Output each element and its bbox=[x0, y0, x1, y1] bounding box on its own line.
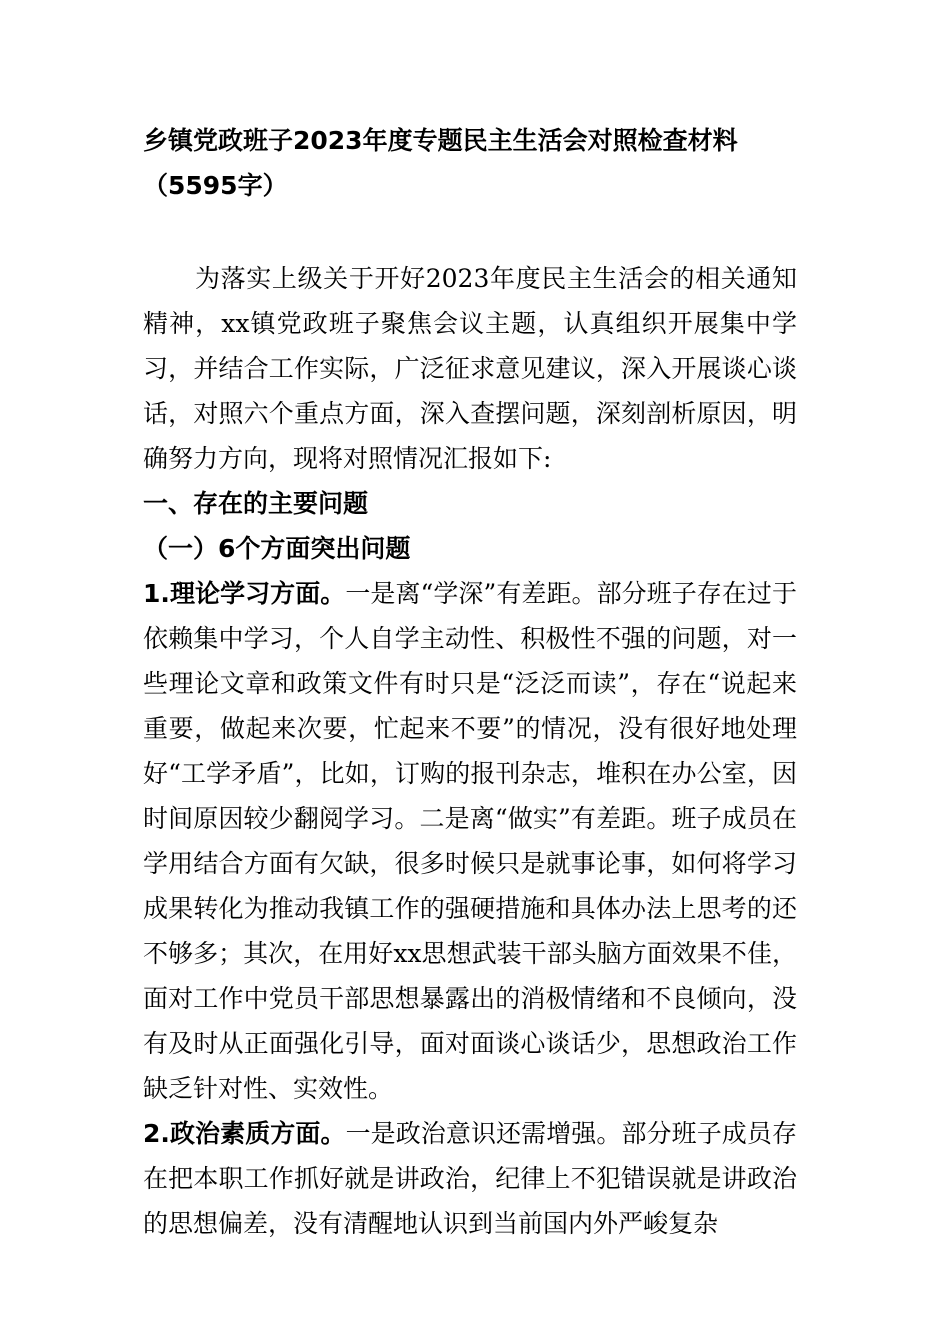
item-theory-study bbox=[143, 571, 797, 1111]
item-political-quality bbox=[143, 1111, 797, 1246]
document-title-main: 乡镇党政班子2023年度专题民主生活会对照检查材料 bbox=[143, 126, 738, 155]
document-title bbox=[143, 118, 797, 208]
item-theory-study-lead: 1.理论学习方面。 bbox=[143, 579, 346, 608]
document-page bbox=[143, 118, 797, 1246]
subsection-heading-six-aspects: （一）6个方面突出问题 bbox=[143, 534, 411, 563]
section-heading-main-problems: 一、存在的主要问题 bbox=[143, 489, 369, 518]
item-political-quality-body: 一是政治意识还需增强。部分班子成员存在把本职工作抓好就是讲政治，纪律上不犯错误就是讲政治的思想偏差，没有清醒地认识到当前国内外严峻复杂 bbox=[143, 1119, 797, 1238]
item-theory-study-body: 一是离“学深”有差距。部分班子存在过于依赖集中学习，个人自学主动性、积极性不强的问题，对一些理论文章和政策文件有时只是“泛泛而读”，存在“说起来重要，做起来次要，忙起来不要”的情况，没有很好地处理好“工学矛盾”，比如，订购的报刊杂志，堆积在办公室，因时间原因较少翻阅学习。二是离“做实”有差距。班子成员在学用结合方面有欠缺，很多时候只是就事论事，如何将学习成果转化为推动我镇工作的强硬措施和具体办法上思考的还不够多；其次，在用好xx思想武装干部头脑方面效果不佳，面对工作中党员干部思想暴露出的消极情绪和不良倾向，没有及时从正面强化引导，面对面谈心谈话少，思想政治工作缺乏针对性、实效性。 bbox=[143, 579, 797, 1103]
document-word-count: （5595字） bbox=[143, 171, 288, 200]
intro-paragraph: 为落实上级关于开好2023年度民主生活会的相关通知精神，xx镇党政班子聚焦会议主题，认真组织开展集中学习，并结合工作实际，广泛征求意见建议，深入开展谈心谈话，对照六个重点方面，深入查摆问题，深刻剖析原因，明确努力方向，现将对照情况汇报如下: bbox=[143, 264, 797, 473]
item-political-quality-lead: 2.政治素质方面。 bbox=[143, 1119, 346, 1148]
